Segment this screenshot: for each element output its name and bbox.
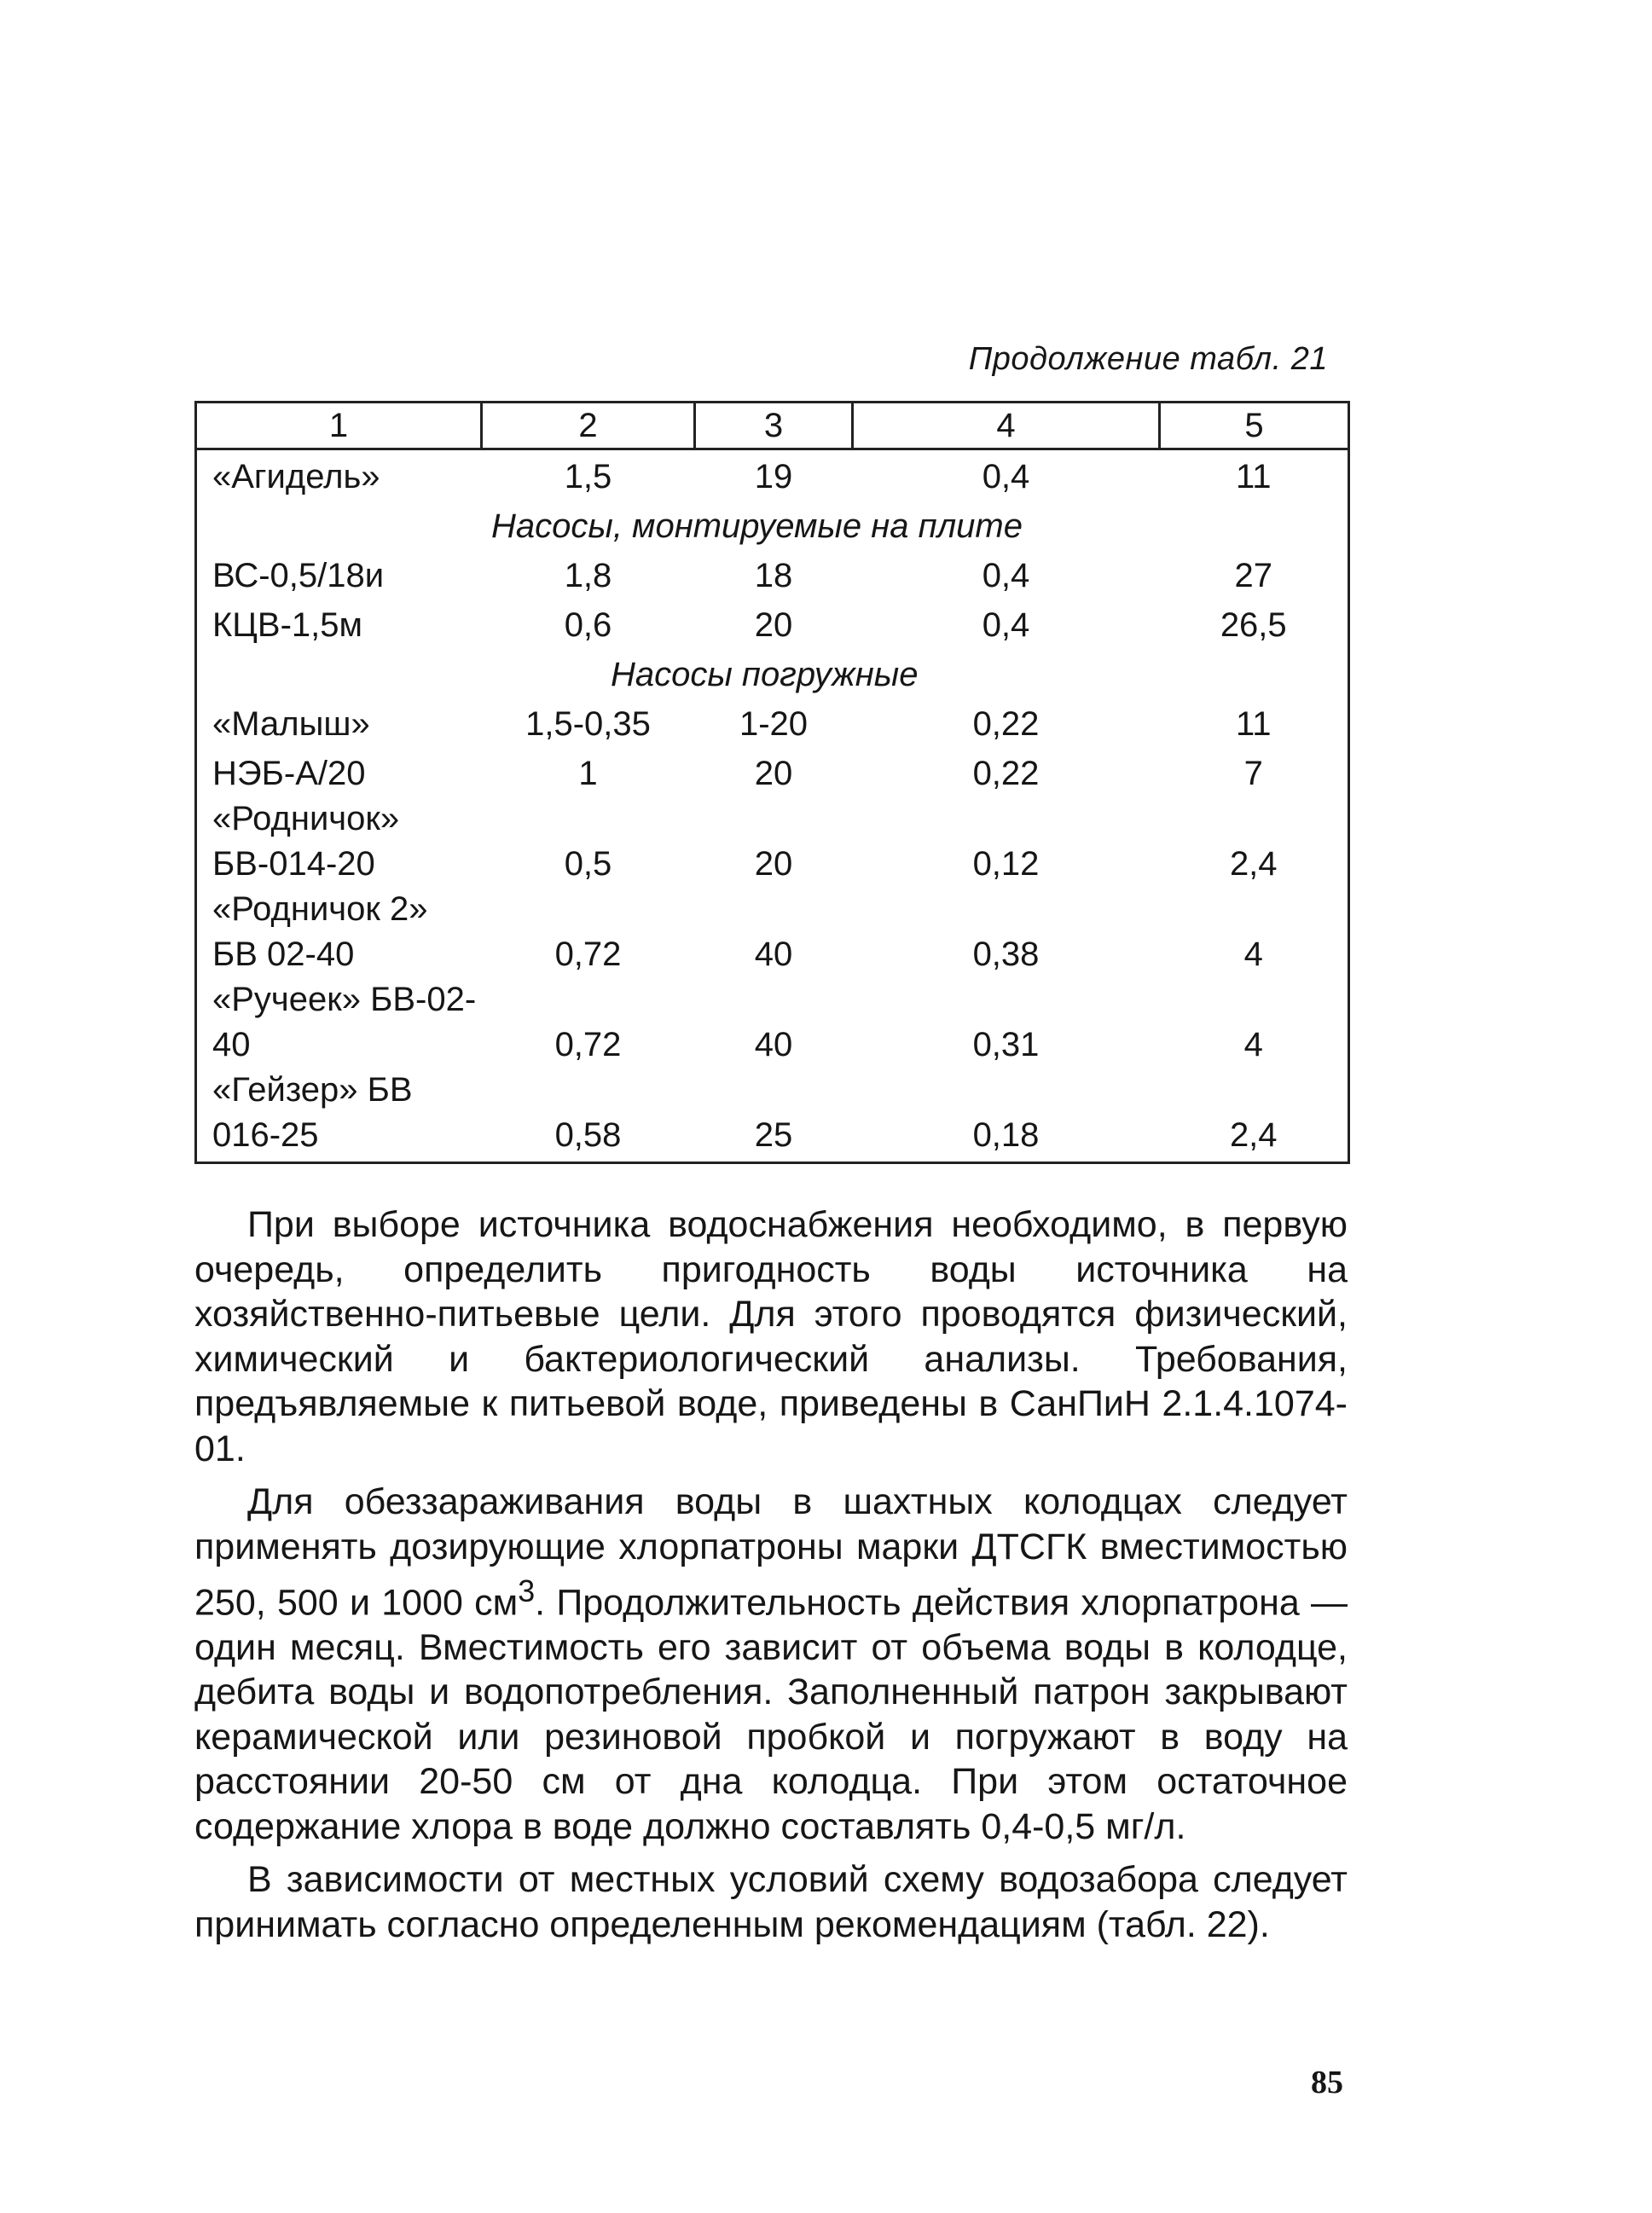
table-row: [196, 887, 1349, 977]
cell: 0,22: [972, 755, 1040, 792]
cell: 40: [754, 936, 793, 973]
paragraph: [194, 1480, 1348, 1849]
pump-name: «Гейзер» БВ 016-25: [212, 1071, 413, 1154]
pump-name: «Родничок 2» БВ 02-40: [212, 890, 428, 973]
column-header: 2: [482, 403, 695, 449]
group-heading-row: [196, 648, 1349, 698]
pump-name: «Родничок» БВ-014-20: [212, 800, 400, 883]
cell: 20: [754, 845, 793, 883]
cell: 0,18: [972, 1116, 1040, 1154]
cell: 1: [578, 755, 598, 792]
page-number: 85: [1311, 2065, 1343, 2100]
group-heading: Насосы, монтируемые на плите: [491, 507, 1023, 545]
column-header: 3: [695, 403, 853, 449]
paragraph: При выборе источника водоснабжения необходимо, в первую очередь, определить пригодность воды источника на хозяйственно-питьевые цели. Для этого проводятся физический, химический и бактериологический анализы. Требования, предъявляемые к питьевой воде, приведены в СанПиН 2.1.4.1074-01.: [194, 1204, 1348, 1469]
superscript: 3: [518, 1574, 536, 1608]
table-caption: Продолжение табл. 21: [968, 341, 1328, 377]
cell: 1,8: [564, 557, 612, 594]
cell: 1,5: [564, 458, 612, 495]
cell: 11: [1235, 458, 1272, 495]
pump-name: ВС-0,5/18и: [212, 557, 385, 594]
cell: 0,6: [564, 606, 612, 644]
paragraph: В зависимости от местных условий схему водозабора следует принимать согласно определенным рекомендациям (табл. 22).: [194, 1859, 1348, 1945]
body-text: [194, 1202, 1348, 1955]
table-header-row: [196, 403, 1349, 449]
cell: 40: [754, 1026, 793, 1063]
cell: 27: [1234, 557, 1272, 594]
cell: 19: [754, 458, 793, 495]
cell: 2,4: [1229, 845, 1278, 883]
cell: 4: [1243, 1026, 1263, 1063]
pump-table: [194, 401, 1350, 1164]
cell: 20: [754, 755, 793, 792]
cell: 25: [754, 1116, 793, 1154]
cell: 20: [754, 606, 793, 644]
column-header: 5: [1160, 403, 1349, 449]
cell: 2,4: [1229, 1116, 1278, 1154]
pump-name: «Ручеек» БВ-02-40: [212, 981, 477, 1063]
cell: 0,12: [972, 845, 1040, 883]
cell: 4: [1243, 936, 1263, 973]
table-row: [196, 599, 1349, 648]
cell: 0,38: [972, 936, 1040, 973]
pump-name: КЦВ-1,5м: [212, 606, 362, 644]
pump-name: НЭБ-А/20: [212, 755, 366, 792]
cell: 0,4: [982, 606, 1030, 644]
paragraph-text: . Продолжительность действия хлорпатрона — один месяц. Вместимость его зависит от объема воды в колодце, дебита воды и водопотребления. Заполненный патрон закрывают керамической или резиновой пробкой и погружают в воду на расстоянии 20-50 см от дна колодца. При этом остаточное содержание хлора в воде должно составлять 0,4-0,5 мг/л.: [194, 1582, 1348, 1847]
cell: 7: [1243, 755, 1263, 792]
cell: 0,72: [554, 1026, 622, 1063]
pump-name: «Малыш»: [212, 705, 370, 743]
table-row: [196, 449, 1349, 501]
cell: 0,58: [554, 1116, 622, 1154]
table-row: [196, 797, 1349, 887]
table-row: [196, 698, 1349, 747]
table-row: [196, 549, 1349, 599]
column-header: 4: [853, 403, 1160, 449]
cell: 1-20: [739, 705, 809, 743]
cell: 18: [754, 557, 793, 594]
table-row: [196, 1068, 1349, 1163]
cell: 0,5: [564, 845, 612, 883]
cell: 26,5: [1220, 606, 1287, 644]
cell: 0,72: [554, 936, 622, 973]
table-row: [196, 747, 1349, 797]
cell: 11: [1235, 705, 1272, 743]
column-header: 1: [196, 403, 482, 449]
table-row: [196, 977, 1349, 1068]
pump-name: «Агидель»: [212, 458, 380, 495]
group-heading: Насосы погружные: [611, 656, 919, 693]
cell: 1,5-0,35: [525, 705, 651, 743]
cell: 0,4: [982, 458, 1030, 495]
paragraph-text: Для обеззараживания воды в шахтных колодцах следует применять дозирующие хлорпатроны марки ДТСГК вместимостью 250, 500 и 1000 см: [194, 1481, 1348, 1624]
group-heading-row: [196, 500, 1349, 549]
cell: 0,4: [982, 557, 1030, 594]
cell: 0,22: [972, 705, 1040, 743]
cell: 0,31: [972, 1026, 1040, 1063]
